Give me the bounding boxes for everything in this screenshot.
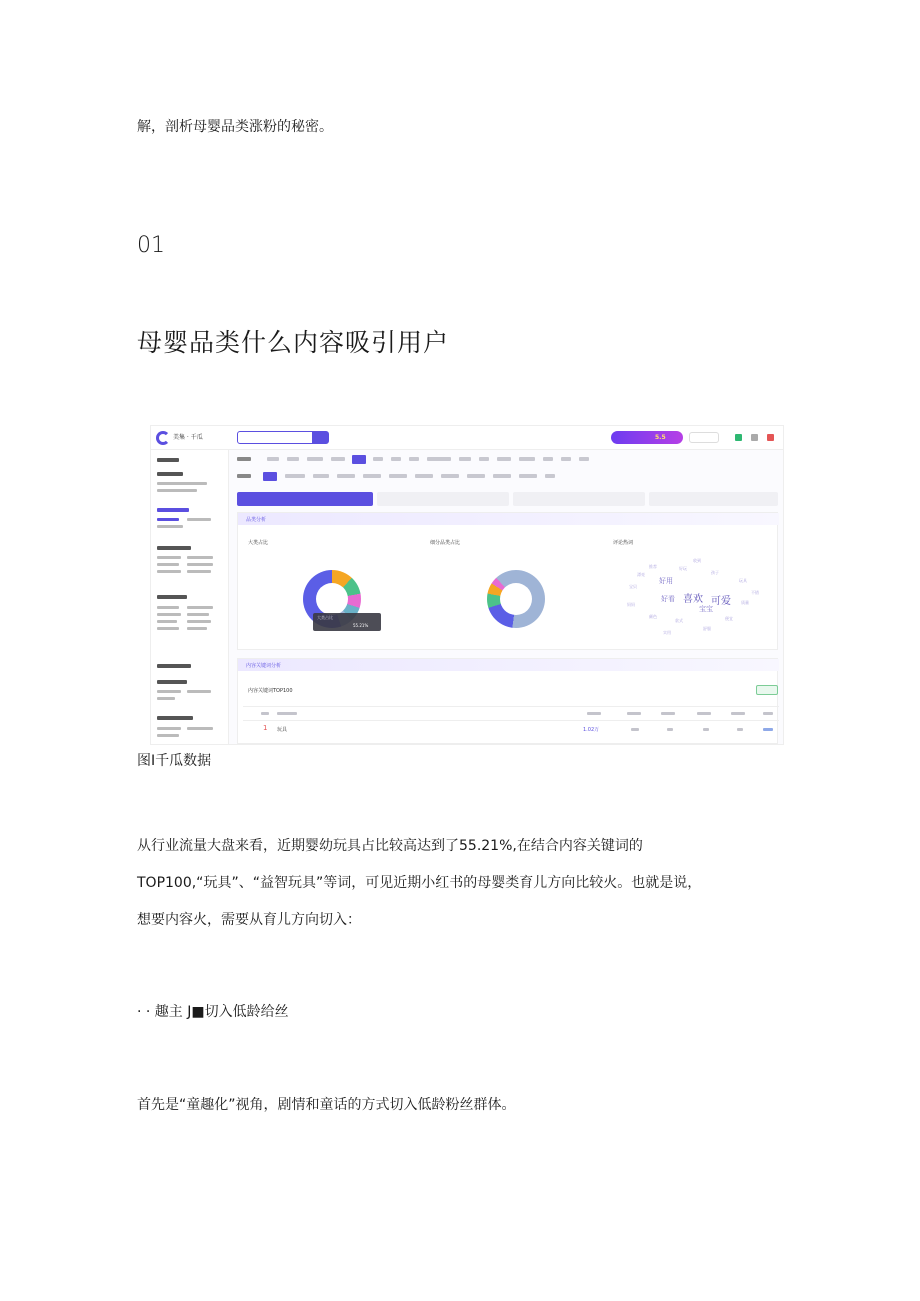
cloud-word: 玩具 [739, 578, 747, 583]
section-header [238, 513, 779, 525]
table-header-cell [587, 712, 601, 715]
logo-icon [156, 431, 170, 445]
tab-note-analysis[interactable] [513, 492, 645, 506]
sidebar-item[interactable] [187, 556, 213, 559]
user-icon[interactable] [767, 434, 774, 441]
sidebar-item[interactable] [157, 620, 177, 623]
cloud-word: 便宜 [725, 616, 733, 621]
table-divider [243, 720, 779, 721]
cloud-word: 收到 [693, 558, 701, 563]
donut-hole [316, 583, 348, 615]
nav-item-active[interactable] [352, 455, 366, 464]
nav-item[interactable] [331, 457, 345, 461]
paragraph-line: 从行业流量大盘来看，近期婴幼玩具占比较高达到了55.21%,在结合内容关键词的 [137, 838, 643, 854]
nav-item[interactable] [307, 457, 323, 461]
sidebar-item[interactable] [187, 518, 211, 521]
nav-item[interactable] [467, 474, 485, 478]
dashboard-screenshot [150, 425, 784, 745]
nav-item[interactable] [497, 457, 511, 461]
nav-item[interactable] [579, 457, 589, 461]
keyword-section [237, 658, 778, 744]
cloud-word: 不错 [751, 590, 759, 595]
sidebar-item[interactable] [157, 556, 181, 559]
table-header-cell [697, 712, 711, 715]
sidebar-item[interactable] [187, 727, 213, 730]
sidebar-item[interactable] [157, 489, 197, 492]
grid-icon[interactable] [751, 434, 758, 441]
table-cell [667, 728, 673, 731]
nav-item[interactable] [373, 457, 383, 461]
nav-item[interactable] [519, 474, 537, 478]
tab-content-analysis[interactable] [377, 492, 509, 506]
nav-item[interactable] [493, 474, 511, 478]
nav-item[interactable] [389, 474, 407, 478]
sidebar-item[interactable] [187, 690, 211, 693]
nav-item-active[interactable] [263, 472, 277, 481]
tooltip-label: 大类占比 [317, 615, 333, 620]
table-cell [703, 728, 709, 731]
sidebar-item-active[interactable] [157, 518, 179, 521]
table-header-cell [763, 712, 773, 715]
tab-user-analysis[interactable] [649, 492, 778, 506]
sidebar-item[interactable] [157, 525, 183, 528]
logo-text: 美集 · 千瓜 [173, 434, 203, 441]
nav-item[interactable] [391, 457, 401, 461]
section-number: 01 [137, 233, 165, 258]
cloud-word: 好玩 [679, 566, 687, 571]
sidebar-section[interactable] [157, 680, 187, 684]
sidebar-item[interactable] [157, 727, 181, 730]
cloud-word: 可爱 [711, 596, 731, 607]
sidebar-section[interactable] [157, 716, 193, 720]
paragraph-line: 想要内容火，需要从育儿方向切入： [137, 912, 361, 928]
sidebar-item[interactable] [157, 690, 181, 693]
nav-item[interactable] [561, 457, 571, 461]
comment-word-cloud [619, 554, 771, 650]
cloud-word: 妈妈 [627, 602, 635, 607]
cloud-word: 宝贝 [629, 584, 637, 589]
cloud-word: 好用 [659, 577, 673, 585]
subcategory-nav [237, 472, 777, 481]
table-header-cell [661, 712, 675, 715]
cloud-word: 孩子 [711, 570, 719, 575]
table-header-cell [731, 712, 745, 715]
section-title: 母婴品类什么内容吸引用户 [137, 328, 450, 357]
cloud-word: 宝宝 [699, 605, 713, 613]
table-divider [243, 706, 779, 707]
nav-label [237, 457, 251, 461]
cloud-word: 质量 [741, 600, 749, 605]
table-row-value: 1.02万 [583, 727, 600, 733]
tab-category-analysis[interactable] [237, 492, 373, 506]
sidebar-item[interactable] [157, 697, 175, 700]
table-header-cell [261, 712, 269, 715]
table-cell [737, 728, 743, 731]
cloud-word: 款式 [675, 618, 683, 623]
top-bar [151, 426, 783, 450]
donut-hole [500, 583, 532, 615]
nav-item[interactable] [441, 474, 459, 478]
nav-item[interactable] [409, 457, 419, 461]
table-header-cell [627, 712, 641, 715]
cloud-word: 漂亮 [637, 572, 645, 577]
nav-item[interactable] [363, 474, 381, 478]
sidebar-item[interactable] [187, 613, 209, 616]
nav-item[interactable] [285, 474, 305, 478]
nav-item[interactable] [545, 474, 555, 478]
sidebar-item[interactable] [157, 570, 181, 573]
table-cell [631, 728, 639, 731]
export-button[interactable] [756, 685, 778, 695]
table-header-cell [277, 712, 297, 715]
sidebar-item[interactable] [157, 627, 179, 630]
sidebar-item[interactable] [157, 606, 179, 609]
panel-title: 大类占比 [248, 540, 269, 546]
nav-item[interactable] [519, 457, 535, 461]
download-button[interactable] [689, 432, 719, 443]
sidebar-item[interactable] [187, 620, 211, 623]
sidebar-item[interactable] [157, 613, 181, 616]
nav-item[interactable] [543, 457, 553, 461]
nav-item[interactable] [459, 457, 471, 461]
figure-caption: 图I千瓜数据 [137, 753, 212, 769]
nav-item[interactable] [415, 474, 433, 478]
rank-number: 1 [263, 724, 268, 732]
sidebar-item[interactable] [157, 734, 179, 737]
sidebar-item[interactable] [157, 563, 179, 566]
cloud-word: 颜色 [649, 614, 657, 619]
sidebar [151, 450, 229, 744]
cloud-word: 舒服 [703, 626, 711, 631]
cloud-word: 推荐 [649, 564, 657, 569]
table-title: 内容关键词TOP100 [248, 688, 293, 694]
nav-item[interactable] [287, 457, 299, 461]
section-header [238, 659, 779, 671]
sidebar-item[interactable] [187, 606, 213, 609]
sidebar-section[interactable] [157, 546, 191, 550]
subcategory-donut-chart[interactable] [487, 570, 545, 628]
nav-label [237, 474, 251, 478]
sidebar-item[interactable] [187, 570, 211, 573]
cloud-word: 喜欢 [683, 594, 703, 605]
analysis-tabs [237, 492, 778, 506]
promo-value: 5.5 [655, 434, 666, 441]
panel-title: 评论热词 [613, 540, 634, 546]
sidebar-item[interactable] [157, 482, 207, 485]
sidebar-data-board[interactable] [157, 508, 189, 512]
panel-title: 细分品类占比 [430, 540, 461, 546]
tooltip-value: 55.21% [353, 623, 369, 628]
sidebar-workbench[interactable] [157, 472, 183, 476]
paragraph-line: TOP100,“玩具”、“益智玩具”等词，可见近期小红书的母婴类育儿方向比较火。也就是说， [137, 875, 702, 891]
section-label: 内容关键词分析 [246, 663, 282, 669]
cloud-word: 好看 [661, 595, 675, 603]
table-row-action[interactable] [763, 728, 773, 731]
sidebar-item[interactable] [187, 563, 213, 566]
table-row-keyword: 玩具 [277, 727, 288, 733]
paragraph-2: 首先是“童趣化”视角，剧情和童话的方式切入低龄粉丝群体。 [137, 1097, 516, 1113]
sub-heading: · · 趣主 J■切入低龄给丝 [137, 1004, 289, 1020]
promo-banner[interactable] [611, 431, 683, 444]
sidebar-section[interactable] [157, 664, 191, 668]
cloud-word: 实用 [663, 630, 671, 635]
intro-line: 解，剖析母婴品类涨粉的秘密。 [137, 119, 333, 135]
nav-item[interactable] [267, 457, 279, 461]
sidebar-home[interactable] [157, 458, 179, 462]
nav-item[interactable] [313, 474, 329, 478]
chart-tooltip [313, 613, 381, 631]
search-input[interactable] [237, 431, 329, 444]
search-button[interactable] [312, 432, 328, 443]
nav-item[interactable] [479, 457, 489, 461]
section-label: 品类分析 [246, 517, 267, 523]
nav-item[interactable] [337, 474, 355, 478]
app-icon[interactable] [735, 434, 742, 441]
sidebar-item[interactable] [187, 627, 207, 630]
industry-nav [237, 455, 777, 464]
sidebar-section[interactable] [157, 595, 187, 599]
nav-item[interactable] [427, 457, 451, 461]
